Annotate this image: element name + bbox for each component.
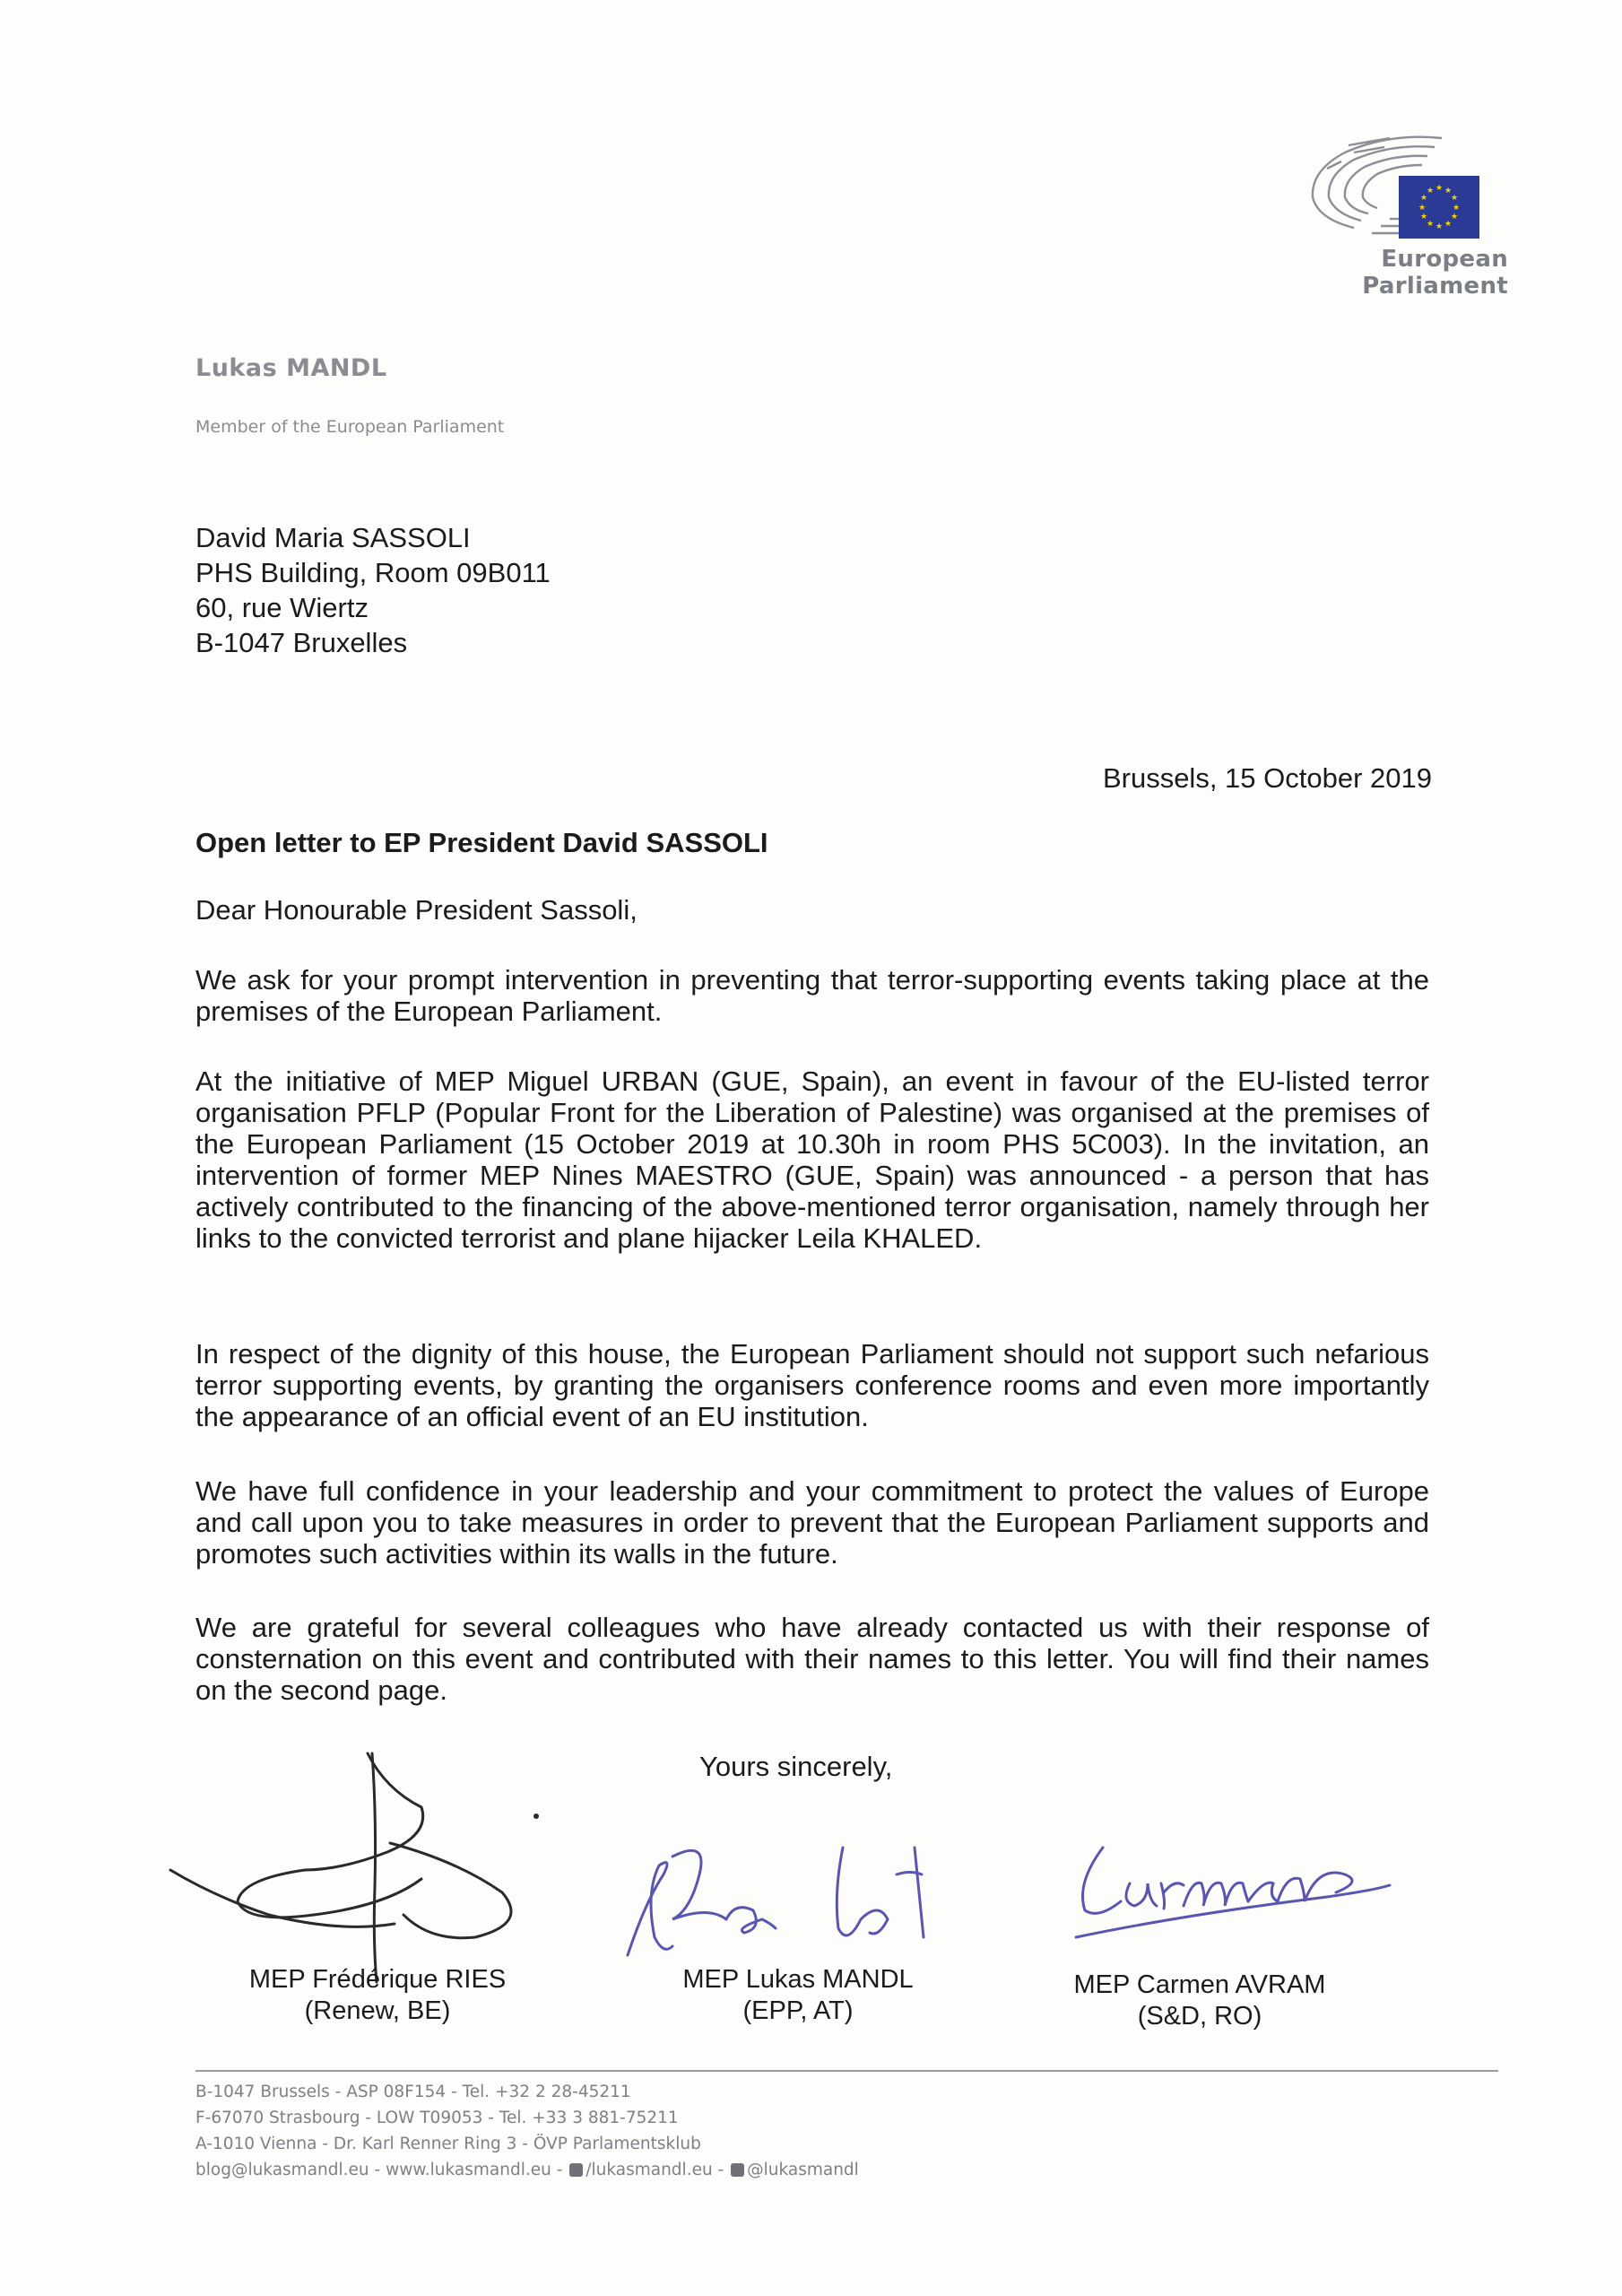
- signatory: [1029, 1970, 1370, 2032]
- svg-text:★: ★: [1452, 204, 1461, 213]
- salutation: Dear Honourable President Sassoli,: [195, 894, 638, 926]
- signatory-affiliation: (Renew, BE): [304, 1996, 451, 2025]
- svg-text:★: ★: [1426, 187, 1435, 196]
- signatory-name: MEP Frédérique RIES: [248, 1965, 507, 1994]
- body-paragraph: At the initiative of MEP Miguel URBAN (GUE, Spain), an event in favour of the EU-listed terror organisation PFLP (Popular Front for the Liberation of Palestine) was organised at the premises of the European Parliament (15 October 2019 at 10.30h in room PHS 5C003). In the invitation, an intervention of former MEP Nines MAESTRO (GUE, Spain) was announced - a person that has actively contributed to the financing of the above-mentioned terror organisation, namely through her links to the convicted terrorist and plane hijacker Leila KHALED.: [195, 1065, 1429, 1254]
- svg-text:★: ★: [1444, 220, 1453, 229]
- closing: Yours sincerely,: [699, 1751, 893, 1782]
- signatory: [207, 1964, 548, 2027]
- footer-line: B-1047 Brussels - ASP 08F154 - Tel. +32 2 28-45211: [195, 2083, 631, 2101]
- body-paragraph: We ask for your prompt intervention in preventing that terror-supporting events taking place at the premises of the European Parliament.: [195, 964, 1429, 1027]
- recipient-line: PHS Building, Room 09B011: [195, 557, 551, 588]
- footer-twitter: @lukasmandl: [747, 2161, 859, 2179]
- svg-text:★: ★: [1450, 194, 1459, 203]
- signatory-name: MEP Carmen AVRAM: [1073, 1970, 1326, 1999]
- facebook-icon: [569, 2163, 583, 2177]
- logo-text: European Parliament: [1362, 246, 1508, 300]
- svg-text:★: ★: [1419, 213, 1428, 222]
- signatory: [628, 1964, 968, 2027]
- twitter-icon: [731, 2163, 744, 2177]
- footer-facebook: /lukasmandl.eu -: [585, 2161, 730, 2179]
- svg-text:★: ★: [1419, 194, 1428, 203]
- signature-avram: [1049, 1830, 1444, 1964]
- sender-role: Member of the European Parliament: [195, 417, 505, 437]
- svg-text:★: ★: [1426, 220, 1435, 229]
- letter-subject: Open letter to EP President David SASSOLI: [195, 827, 768, 858]
- body-paragraph: We are grateful for several colleagues who have already contacted us with their response of consternation on this event and contributed with their names to this letter. You will find their names on the second page.: [195, 1612, 1429, 1706]
- footer-line: A-1010 Vienna - Dr. Karl Renner Ring 3 - ÖVP Parlamentsklub: [195, 2135, 701, 2153]
- signatory-affiliation: (S&D, RO): [1137, 2002, 1262, 2031]
- svg-text:★: ★: [1444, 187, 1453, 196]
- signature-mandl: [610, 1821, 968, 1982]
- body-paragraph: In respect of the dignity of this house, the European Parliament should not support such nefarious terror supporting events, by granting the organisers conference rooms and even more importantly the appearance of an official event of an EU institution.: [195, 1338, 1429, 1432]
- footer-contact-block: [195, 2079, 859, 2183]
- signatory-affiliation: (EPP, AT): [742, 1996, 854, 2025]
- svg-text:★: ★: [1435, 222, 1444, 231]
- svg-text:★: ★: [1435, 184, 1444, 193]
- footer-line: F-67070 Strasbourg - LOW T09053 - Tel. +33 3 881-75211: [195, 2109, 679, 2127]
- letter-date: Brussels, 15 October 2019: [1102, 762, 1432, 794]
- signature-ries: [161, 1735, 547, 1987]
- sender-name: Lukas MANDL: [195, 354, 387, 382]
- signatory-name: MEP Lukas MANDL: [682, 1965, 914, 1994]
- svg-text:★: ★: [1450, 213, 1459, 222]
- recipient-address: [195, 520, 551, 660]
- recipient-line: David Maria SASSOLI: [195, 522, 471, 553]
- footer-email-web: blog@lukasmandl.eu - www.lukasmandl.eu -: [195, 2161, 568, 2179]
- body-paragraph: We have full confidence in your leadership and your commitment to protect the values of Europe and call upon you to take measures in order to prevent that the European Parliament supports and promotes such activities within its walls in the future.: [195, 1475, 1429, 1570]
- footer-contact-line: [195, 2157, 859, 2183]
- footer-divider: [195, 2070, 1498, 2072]
- svg-text:★: ★: [1418, 204, 1427, 213]
- recipient-line: 60, rue Wiertz: [195, 592, 369, 623]
- recipient-line: B-1047 Bruxelles: [195, 627, 408, 658]
